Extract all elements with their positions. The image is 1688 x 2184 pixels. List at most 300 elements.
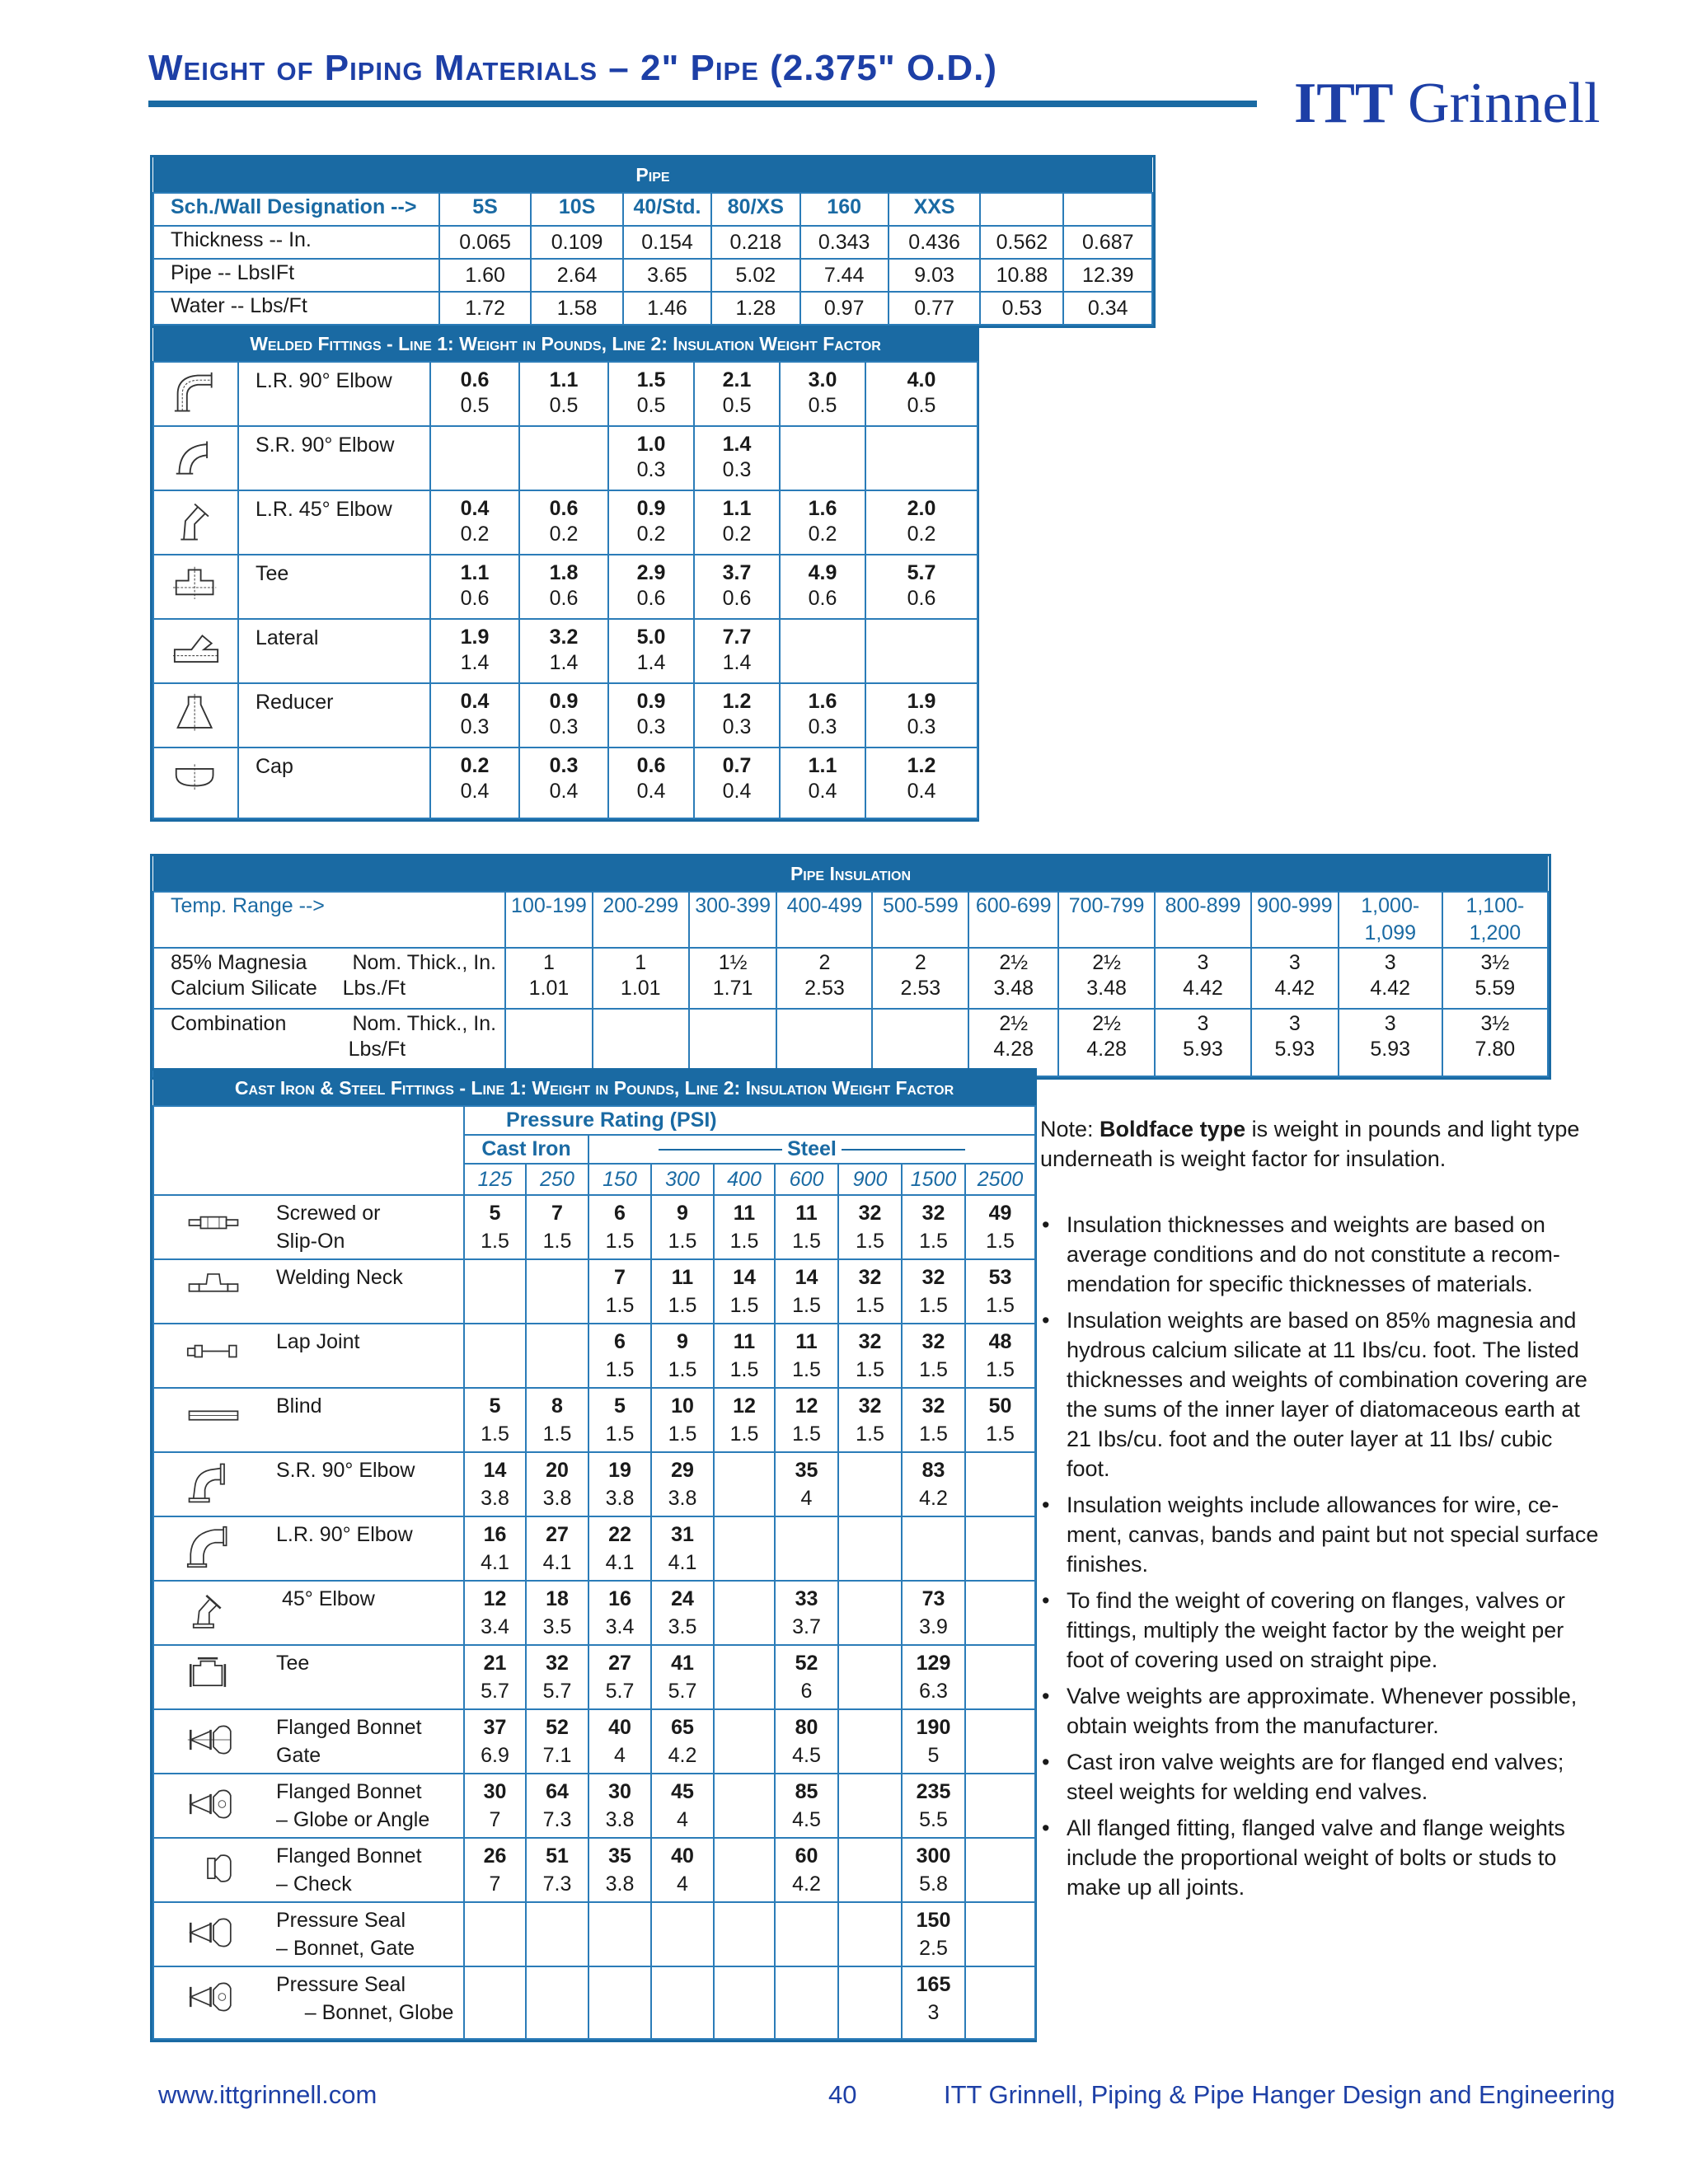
- insulation-line2: [171, 976, 496, 1001]
- welded-row: [153, 426, 978, 490]
- insulation-factor: 0.2: [722, 523, 752, 546]
- weight-value: 26: [483, 1844, 507, 1868]
- insulation-factor: 6: [800, 1680, 813, 1703]
- weight-value: 20: [546, 1459, 569, 1482]
- insulation-factor: 0.6: [636, 587, 666, 610]
- cast-cell: [464, 1452, 526, 1516]
- rating-400: 400: [714, 1164, 775, 1195]
- temp-range-5: 600-699: [968, 892, 1058, 948]
- insulation-factor: 0.4: [549, 780, 579, 803]
- cast-cell: [651, 1966, 714, 2039]
- cast-cell: [965, 1645, 1035, 1709]
- insulation-factor: 0.2: [907, 523, 936, 546]
- weight-value: 5: [614, 1394, 626, 1418]
- blind-flange-icon: [182, 1397, 245, 1440]
- insulation-line1: [171, 950, 496, 976]
- insulation-cell: [776, 1009, 872, 1076]
- weight-value: 27: [608, 1652, 631, 1675]
- weight-value: 4.42: [1370, 977, 1411, 1000]
- pipe-row-label: Thickness -- In.: [153, 226, 439, 259]
- insulation-factor: 3.8: [605, 1808, 635, 1831]
- cast-cell: [838, 1709, 902, 1774]
- note-bullet: • Insulation weights include allowances for wire, ce-ment, canvas, bands and paint but not special surface finishes.: [1040, 1490, 1601, 1579]
- notes: [1040, 1114, 1601, 1909]
- weight-value: 3.48: [993, 977, 1034, 1000]
- insulation-unit1: Nom. Thick., In.: [352, 1012, 497, 1035]
- insulation-factor: 3: [927, 2001, 940, 2024]
- welded-cell: [519, 490, 608, 555]
- welded-cell: [519, 362, 608, 426]
- designation-1: 10S: [531, 193, 622, 226]
- weight-value: 2.1: [722, 368, 752, 391]
- insulation-cell: [968, 1009, 1058, 1076]
- note-bullet: • Valve weights are approximate. Whenever possible, obtain weights from the manufacturer.: [1040, 1681, 1601, 1741]
- pipe-value: 12.39: [1063, 259, 1152, 292]
- cast-cell: [965, 1388, 1035, 1452]
- weight-value: 6: [614, 1202, 626, 1225]
- note-bullet: • Cast iron valve weights are for flanged end valves; steel weights for welding end valves.: [1040, 1747, 1601, 1807]
- welded-name: Tee: [238, 555, 430, 619]
- cast-cell: [714, 1709, 775, 1774]
- welded-cell: [608, 748, 694, 818]
- cast-cell: [714, 1195, 775, 1259]
- welded-cell: [608, 490, 694, 555]
- cast-cell: [965, 1324, 1035, 1388]
- rating-300: 300: [651, 1164, 714, 1195]
- cast-cell: [902, 1581, 965, 1645]
- weight-value: 1.8: [549, 561, 579, 584]
- welded-cell: [865, 748, 978, 818]
- reducer-icon: [170, 692, 223, 738]
- cast-cell: [526, 1966, 588, 2039]
- designation-0: 5S: [439, 193, 531, 226]
- insulation-factor: 1.5: [729, 1294, 759, 1317]
- insulation-factor: 0.5: [460, 394, 490, 417]
- tee-icon: [170, 564, 223, 610]
- cast-row: [153, 1902, 1035, 1966]
- weight-value: 52: [795, 1652, 818, 1675]
- weight-value: 1.4: [722, 433, 752, 456]
- weight-value: 3.2: [549, 626, 579, 649]
- welded-cell: [608, 426, 694, 490]
- note-bullet: • Insulation weights are based on 85% magnesia and hydrous calcium silicate at 11 Ibs/cu. foot. The listed thicknesses and weights of combination covering are the sums of the inner layer of diatomaceous earth at 21 Ibs/cu. foot and the outer layer at 11 Ibs/ cubic foot.: [1040, 1305, 1601, 1483]
- steel-label-cell: [588, 1135, 1035, 1164]
- weight-value: 5.93: [1370, 1038, 1411, 1061]
- footer-url[interactable]: www.ittgrinnell.com: [158, 2080, 377, 2109]
- insulation-factor: 1.5: [986, 1230, 1015, 1253]
- weight-value: 0.9: [636, 690, 666, 713]
- cast-cell: [775, 1195, 838, 1259]
- weight-value: 11: [733, 1330, 756, 1353]
- cast-steel-fittings-table: [150, 1068, 1037, 2042]
- cast-name1: Screwed or: [276, 1202, 381, 1225]
- insulation-factor: 4: [614, 1744, 626, 1767]
- weight-value: 150: [916, 1909, 951, 1932]
- cast-name2: – Bonnet, Globe: [276, 2001, 454, 2024]
- note-intro: [1040, 1114, 1601, 1174]
- cast-cell: [965, 1516, 1035, 1581]
- cast-cell: [588, 1452, 651, 1516]
- weight-value: 1.9: [907, 690, 936, 713]
- weight-value: 6: [614, 1330, 626, 1353]
- welded-header: Welded Fittings - Line 1: Weight in Pounds, Line 2: Insulation Weight Factor: [153, 326, 978, 362]
- insulation-factor: 1.5: [792, 1230, 821, 1253]
- insulation-cell: [776, 948, 872, 1009]
- cast-name-cell: [273, 1838, 464, 1902]
- insulation-factor: 5.7: [668, 1680, 697, 1703]
- weight-value: 16: [608, 1587, 631, 1610]
- weight-value: 83: [921, 1459, 945, 1482]
- weight-value: 5.93: [1183, 1038, 1223, 1061]
- welded-cell: [865, 490, 978, 555]
- cast-name2: Gate: [276, 1744, 321, 1767]
- cast-cell: [775, 1774, 838, 1838]
- weight-value: 8: [551, 1394, 563, 1418]
- insulation-factor: 3.5: [542, 1615, 572, 1638]
- insulation-factor: 1.5: [668, 1230, 697, 1253]
- insulation-cell: [593, 948, 689, 1009]
- pipe-value: 0.065: [439, 226, 531, 259]
- insulation-cell: [1155, 948, 1251, 1009]
- welded-cell: [694, 748, 780, 818]
- insulation-factor: 3.9: [919, 1615, 948, 1638]
- cast-name-cell: [273, 1966, 464, 2039]
- welded-cell: [694, 490, 780, 555]
- welded-cell: [865, 619, 978, 683]
- cast-row: [153, 1774, 1035, 1838]
- insulation-cell: [872, 948, 968, 1009]
- welded-row: [153, 490, 978, 555]
- thickness-value: 1: [542, 951, 555, 974]
- insulation-label: [153, 948, 505, 1009]
- welded-row: [153, 748, 978, 818]
- rating-600: 600: [775, 1164, 838, 1195]
- designation-3: 80/XS: [711, 193, 799, 226]
- weight-value: 0.6: [460, 368, 490, 391]
- page-number: 40: [828, 2080, 857, 2109]
- pipe-row-label: Water -- Lbs/Ft: [153, 292, 439, 325]
- steel-label: Steel: [787, 1137, 837, 1160]
- pipe-value: 1.46: [623, 292, 711, 325]
- weight-value: 60: [795, 1844, 818, 1868]
- welded-cell: [430, 362, 519, 426]
- weight-value: 53: [988, 1266, 1012, 1289]
- insulation-factor: 1.5: [729, 1358, 759, 1381]
- weight-value: 0.9: [636, 497, 666, 520]
- lr-45-elbow-icon: [170, 499, 223, 546]
- insulation-factor: 4.1: [668, 1551, 697, 1574]
- weight-value: 32: [921, 1394, 945, 1418]
- insulation-label: [153, 1009, 505, 1076]
- temp-range-0: 100-199: [505, 892, 593, 948]
- welded-row: [153, 362, 978, 426]
- cast-name1: Welding Neck: [276, 1266, 403, 1289]
- weight-value: 64: [546, 1780, 569, 1803]
- thickness-value: 3: [1288, 951, 1301, 974]
- weight-value: 31: [671, 1523, 694, 1546]
- thickness-value: 2½: [999, 1012, 1029, 1035]
- weight-value: 4.42: [1183, 977, 1223, 1000]
- cast-cell: [464, 1581, 526, 1645]
- cast-cell: [775, 1902, 838, 1966]
- cast-cell: [526, 1259, 588, 1324]
- insulation-cell: [593, 1009, 689, 1076]
- pipe-value: 10.88: [980, 259, 1063, 292]
- note-bullet: • All flanged fitting, flanged valve and flange weights include the proportional weight of bolts or studs to make up all joints.: [1040, 1813, 1601, 1902]
- insulation-factor: 1.5: [605, 1422, 635, 1446]
- welded-cell: [780, 490, 865, 555]
- insulation-cell: [1442, 1009, 1548, 1076]
- insulation-factor: 0.5: [722, 394, 752, 417]
- insulation-table: [150, 854, 1551, 1080]
- insulation-factor: 0.3: [722, 715, 752, 738]
- cast-name-cell: [273, 1645, 464, 1709]
- insulation-factor: 4.1: [605, 1551, 635, 1574]
- cast-cell: [838, 1902, 902, 1966]
- cast-row: [153, 1259, 1035, 1324]
- cast-cell: [965, 1259, 1035, 1324]
- cast-iron-label: Cast Iron: [464, 1135, 588, 1164]
- temp-range-8: 900-999: [1251, 892, 1339, 948]
- pipe-value: 0.687: [1063, 226, 1152, 259]
- steel-rule-right: [842, 1149, 965, 1151]
- cast-cell: [838, 1259, 902, 1324]
- cast-cell: [714, 1388, 775, 1452]
- weight-value: 1.2: [722, 690, 752, 713]
- cast-name-cell: [273, 1452, 464, 1516]
- welded-cell: [519, 619, 608, 683]
- welded-cell: [608, 683, 694, 748]
- insulation-line1: [171, 1011, 496, 1037]
- welded-cell: [608, 619, 694, 683]
- title-rule: [148, 101, 1257, 107]
- logo-bold: ITT: [1294, 72, 1394, 135]
- cast-row: [153, 1709, 1035, 1774]
- flanged-tee-icon: [182, 1654, 245, 1697]
- welded-cell: [780, 426, 865, 490]
- lap-joint-flange-icon: [182, 1333, 245, 1376]
- pipe-value: 5.02: [711, 259, 799, 292]
- cast-cell: [965, 1452, 1035, 1516]
- weight-value: 2.0: [907, 497, 936, 520]
- cast-name1: Lap Joint: [276, 1330, 360, 1353]
- insulation-factor: 4.5: [792, 1744, 821, 1767]
- weight-value: 12: [795, 1394, 818, 1418]
- globe-valve-icon: [182, 1783, 245, 1825]
- insulation-factor: 7: [489, 1808, 501, 1831]
- weight-value: 1.1: [549, 368, 579, 391]
- insulation-row: [153, 948, 1548, 1009]
- insulation-factor: 5.5: [919, 1808, 948, 1831]
- insulation-factor: 1.5: [856, 1422, 884, 1446]
- insulation-factor: 4.5: [792, 1808, 821, 1831]
- insulation-factor: 1.5: [919, 1230, 948, 1253]
- weight-value: 7.80: [1475, 1038, 1516, 1061]
- designation-5: XXS: [889, 193, 980, 226]
- welded-icon-cell: [153, 490, 238, 555]
- insulation-factor: 1.5: [792, 1294, 821, 1317]
- cast-icon-cell: [153, 1645, 273, 1709]
- cast-cell: [965, 1774, 1035, 1838]
- welded-cell: [780, 748, 865, 818]
- weight-value: 51: [546, 1844, 569, 1868]
- welded-cell: [430, 619, 519, 683]
- weight-value: 0.7: [722, 754, 752, 777]
- weight-value: 4.28: [1086, 1038, 1127, 1061]
- insulation-factor: 0.2: [636, 523, 666, 546]
- cast-cell: [775, 1581, 838, 1645]
- insulation-factor: 4.1: [481, 1551, 509, 1574]
- cast-cell: [464, 1645, 526, 1709]
- weight-value: 19: [608, 1459, 631, 1482]
- rating-900: 900: [838, 1164, 902, 1195]
- welded-cell: [608, 555, 694, 619]
- weight-value: 2.53: [900, 977, 941, 1000]
- cast-name1: Flanged Bonnet: [276, 1780, 422, 1803]
- weight-value: 12: [483, 1587, 507, 1610]
- weight-value: 30: [608, 1780, 631, 1803]
- weight-value: 80: [795, 1716, 818, 1739]
- weight-value: 40: [671, 1844, 694, 1868]
- cast-name1: Tee: [276, 1652, 310, 1675]
- cast-cell: [714, 1966, 775, 2039]
- cast-icon-cell: [153, 1966, 273, 2039]
- welded-cell: [694, 362, 780, 426]
- weight-value: 1.1: [808, 754, 837, 777]
- cast-cell: [775, 1516, 838, 1581]
- insulation-factor: 0.4: [722, 780, 752, 803]
- thickness-value: 2½: [999, 951, 1029, 974]
- insulation-cell: [1058, 948, 1155, 1009]
- weight-value: 11: [795, 1330, 818, 1353]
- cast-cell: [464, 1388, 526, 1452]
- insulation-factor: 4.1: [542, 1551, 572, 1574]
- cast-icon-cell: [153, 1388, 273, 1452]
- insulation-cell: [872, 1009, 968, 1076]
- weight-value: 0.9: [549, 690, 579, 713]
- cast-cell: [464, 1774, 526, 1838]
- insulation-factor: 5.7: [481, 1680, 509, 1703]
- cast-cell: [526, 1645, 588, 1709]
- weight-value: 5.59: [1475, 977, 1516, 1000]
- cast-cell: [965, 1838, 1035, 1902]
- cast-row: [153, 1324, 1035, 1388]
- insulation-factor: 2.5: [919, 1937, 948, 1960]
- rating-150: 150: [588, 1164, 651, 1195]
- cast-name-cell: [273, 1259, 464, 1324]
- cast-corner: [153, 1106, 464, 1195]
- insulation-factor: 7.1: [542, 1744, 572, 1767]
- thickness-value: 3: [1384, 1012, 1396, 1035]
- insulation-factor: 0.4: [808, 780, 837, 803]
- weight-value: 0.3: [549, 754, 579, 777]
- insulation-factor: 4: [677, 1808, 688, 1831]
- weight-value: 65: [671, 1716, 694, 1739]
- welded-cell: [780, 362, 865, 426]
- cast-cell: [588, 1645, 651, 1709]
- footer-source: ITT Grinnell, Piping & Pipe Hanger Design and Engineering: [944, 2080, 1615, 2109]
- insulation-unit2: Lbs/Ft: [348, 1038, 406, 1061]
- cast-cell: [902, 1324, 965, 1388]
- cast-cell: [965, 1581, 1035, 1645]
- cast-icon-cell: [153, 1516, 273, 1581]
- cast-name1: Blind: [276, 1394, 322, 1418]
- cast-name1: Flanged Bonnet: [276, 1716, 422, 1739]
- insulation-factor: 0.6: [808, 587, 837, 610]
- weight-value: 52: [546, 1716, 569, 1739]
- steel-rule-left: [659, 1149, 782, 1151]
- weight-value: 1.0: [636, 433, 666, 456]
- weight-value: 32: [858, 1202, 882, 1225]
- welded-icon-cell: [153, 362, 238, 426]
- cast-icon-cell: [153, 1452, 273, 1516]
- temp-range-6: 700-799: [1058, 892, 1155, 948]
- designation-label: Sch./Wall Designation -->: [153, 193, 439, 226]
- cast-cell: [588, 1709, 651, 1774]
- weight-value: 32: [858, 1394, 882, 1418]
- temp-range-4: 500-599: [872, 892, 968, 948]
- cast-cell: [464, 1195, 526, 1259]
- welded-icon-cell: [153, 748, 238, 818]
- weight-value: 1.01: [620, 977, 661, 1000]
- thickness-value: 3½: [1480, 1012, 1510, 1035]
- weight-value: 40: [608, 1716, 631, 1739]
- insulation-cell: [1058, 1009, 1155, 1076]
- cast-name-cell: [273, 1516, 464, 1581]
- cast-cell: [526, 1581, 588, 1645]
- weight-value: 3.48: [1086, 977, 1127, 1000]
- cast-cell: [775, 1645, 838, 1709]
- welded-icon-cell: [153, 619, 238, 683]
- insulation-factor: 1.5: [856, 1358, 884, 1381]
- insulation-factor: 7: [489, 1872, 501, 1896]
- cast-cell: [902, 1452, 965, 1516]
- page-title: Weight of Piping Materials – 2" Pipe (2.375" O.D.): [148, 48, 998, 88]
- cast-cell: [838, 1324, 902, 1388]
- welded-cell: [430, 555, 519, 619]
- insulation-cell: [1155, 1009, 1251, 1076]
- cast-name1: 45° Elbow: [276, 1587, 375, 1610]
- insulation-factor: 5.8: [919, 1872, 948, 1896]
- cast-icon-cell: [153, 1581, 273, 1645]
- weight-value: 0.6: [636, 754, 666, 777]
- insulation-cell: [1251, 948, 1339, 1009]
- cast-cell: [902, 1516, 965, 1581]
- note-bold: Boldface type: [1100, 1117, 1246, 1141]
- welded-row: [153, 619, 978, 683]
- thickness-value: 3½: [1480, 951, 1510, 974]
- weight-value: 3.7: [722, 561, 752, 584]
- weight-value: 9: [677, 1202, 688, 1225]
- insulation-factor: 0.6: [907, 587, 936, 610]
- temp-range-1: 200-299: [593, 892, 689, 948]
- logo-rest: Grinnell: [1393, 72, 1601, 135]
- cast-row: [153, 1581, 1035, 1645]
- pressure-rating-label: Pressure Rating (PSI): [464, 1106, 1035, 1135]
- cast-name2: – Bonnet, Gate: [276, 1937, 415, 1960]
- insulation-cell: [505, 948, 593, 1009]
- cast-cell: [526, 1838, 588, 1902]
- thickness-value: 3: [1197, 951, 1209, 974]
- pipe-value: 1.60: [439, 259, 531, 292]
- insulation-factor: 1.5: [792, 1422, 821, 1446]
- insulation-factor: 1.5: [542, 1230, 572, 1253]
- insulation-factor: 0.3: [808, 715, 837, 738]
- cast-cell: [651, 1774, 714, 1838]
- insulation-cell: [1442, 948, 1548, 1009]
- welded-cell: [694, 683, 780, 748]
- insulation-factor: 7.3: [542, 1872, 572, 1896]
